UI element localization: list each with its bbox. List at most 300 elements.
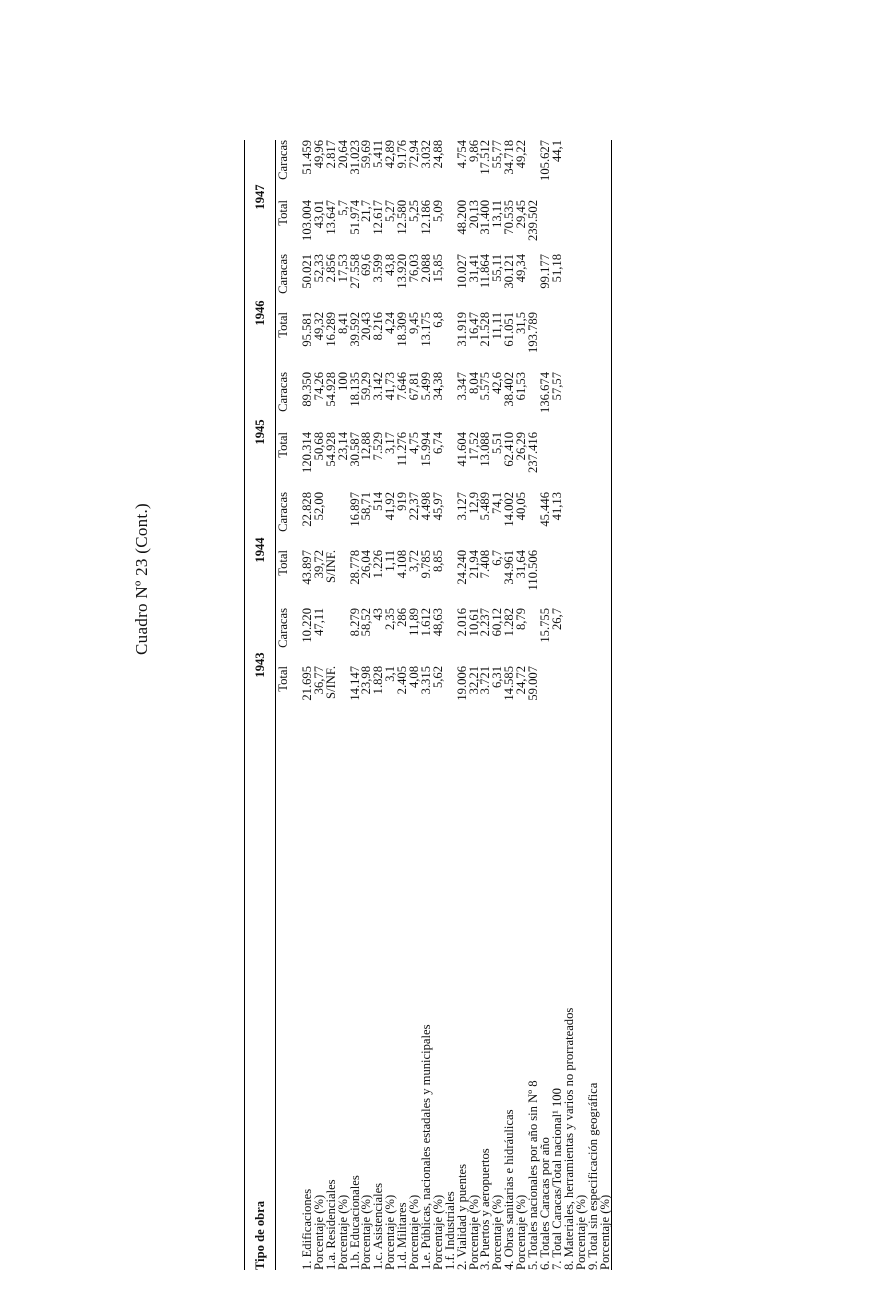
row-label: 1.e. Públicas, nacionales estadales y municipales (418, 1024, 433, 1270)
table-cell: 12,9 (466, 492, 481, 515)
table-cell (588, 200, 600, 254)
table-cell: 41,13 (549, 492, 564, 521)
table-cell (540, 666, 552, 722)
table-cell: 70.535 (502, 200, 517, 235)
table-cell: 60,12 (490, 608, 505, 637)
table-cell: 76,03 (407, 254, 422, 283)
row-label: 1.a. Residenciales (323, 1179, 338, 1270)
table-cell (564, 608, 576, 666)
table-cell: 1.282 (502, 608, 517, 637)
table-cell: 14.002 (502, 492, 517, 527)
table-row (326, 140, 338, 1270)
table-cell: 16,47 (466, 312, 481, 341)
table-cell: 3,72 (407, 550, 422, 573)
table-cell: 29,45 (514, 200, 529, 229)
table-cell: 4.108 (395, 550, 410, 579)
table-cell: S/INF. (323, 550, 338, 583)
row-label: 3. Puertos y aeropuertos (478, 1148, 493, 1270)
table-cell: 5,25 (407, 200, 422, 223)
table-cell: 15.755 (538, 608, 553, 643)
subheader-cell: Caracas (276, 372, 291, 412)
table-cell: 54.928 (323, 372, 338, 407)
table-cell: 13.920 (395, 254, 410, 289)
table-cell: 24.240 (454, 550, 469, 585)
table-cell: 61,53 (514, 372, 529, 401)
table-row (600, 140, 612, 1270)
table-cell: 38.402 (502, 372, 517, 407)
row-label: Porcentaje (%) (335, 1194, 350, 1270)
table-cell (576, 312, 588, 372)
table-row (492, 140, 504, 1270)
table-cell: 34.718 (502, 140, 517, 175)
table-cell (600, 550, 612, 608)
row-label: Porcentaje (%) (430, 1194, 445, 1270)
table-cell: 5,62 (430, 666, 445, 689)
table-cell: 10,61 (466, 608, 481, 637)
table-cell: 50,68 (311, 432, 326, 461)
table-row (469, 140, 481, 1270)
table-cell: 51.459 (299, 140, 314, 175)
table-cell (564, 372, 576, 432)
table-cell (576, 200, 588, 254)
table-cell (564, 666, 576, 722)
table-cell: 41,73 (383, 372, 398, 401)
table-cell: 12,88 (359, 432, 374, 461)
data-table (244, 140, 612, 1270)
table-cell: 5,09 (430, 200, 445, 223)
row-label: 1. Edificaciones (299, 1188, 314, 1270)
table-cell: 8.216 (371, 312, 386, 341)
table-cell: 11,89 (407, 608, 422, 636)
table-cell (540, 550, 552, 608)
table-cell: 9.785 (418, 550, 433, 579)
table-row (445, 140, 457, 1270)
table-cell (564, 432, 576, 492)
table-cell: 1.612 (418, 608, 433, 637)
year-header-1943: 1943 (247, 608, 276, 722)
table-cell: 5,51 (490, 432, 505, 455)
row-label: 6. Totales Caracas por año (538, 1137, 553, 1270)
table-cell: 59,29 (359, 372, 374, 401)
table-cell: 10.027 (454, 254, 469, 289)
table-cell: 7.529 (371, 432, 386, 461)
table-cell: 89.350 (299, 372, 314, 407)
table-cell: 5.499 (418, 372, 433, 401)
table-cell (576, 372, 588, 432)
table-cell (588, 372, 600, 432)
subheader-cell: Caracas (276, 254, 291, 294)
table-cell (326, 492, 338, 550)
table-cell: 95.581 (299, 312, 314, 347)
table-cell: 17,53 (335, 254, 350, 283)
table-cell: 193.789 (526, 312, 541, 353)
table-cell (600, 432, 612, 492)
table-cell: 69,6 (359, 254, 374, 277)
table-row (528, 140, 540, 1270)
row-label: Porcentaje (%) (311, 1194, 326, 1270)
table-cell: 72,94 (407, 140, 422, 169)
table-cell: 6,8 (430, 312, 445, 328)
table-cell: 15.994 (418, 432, 433, 467)
table-cell: 31.400 (478, 200, 493, 235)
table-cell: 11.864 (478, 254, 493, 289)
subheader-cell: Total (276, 200, 291, 226)
table-cell (588, 312, 600, 372)
table-cell: 4,24 (383, 312, 398, 335)
table-cell: 286 (395, 608, 410, 627)
table-cell: 2.016 (454, 608, 469, 637)
year-header-1947: 1947 (247, 140, 276, 254)
subheader-cell: Caracas (276, 492, 291, 532)
table-row (397, 140, 409, 1270)
table-cell: 6,74 (430, 432, 445, 455)
table-body (276, 140, 612, 1270)
table-cell: 26,7 (549, 608, 564, 631)
table-cell (600, 492, 612, 550)
table-cell: 21.528 (478, 312, 493, 347)
table-cell: 30.587 (347, 432, 362, 467)
table-cell: 15,85 (430, 254, 445, 283)
table-cell (552, 432, 564, 492)
table-cell: 3,1 (383, 666, 398, 682)
table-cell: 4,75 (407, 432, 422, 455)
table-cell: 4.498 (418, 492, 433, 521)
subheader-cell: Total (276, 666, 291, 692)
table-cell: 32,21 (466, 666, 481, 695)
table-cell: 24,88 (430, 140, 445, 169)
table-cell (588, 666, 600, 722)
table-cell: 22,37 (407, 492, 422, 521)
table-cell (600, 140, 612, 200)
table-cell (588, 550, 600, 608)
table-cell: 2.237 (478, 608, 493, 637)
table-cell: 105.627 (538, 140, 553, 181)
table-cell: 919 (395, 492, 410, 511)
table-cell: 21,7 (359, 200, 374, 223)
subheader-cell: Caracas (276, 608, 291, 648)
row-label: 4. Obras sanitarias e hidráulicas (502, 1109, 517, 1270)
table-cell (576, 492, 588, 550)
table-cell (600, 372, 612, 432)
table-cell: 16.897 (347, 492, 362, 527)
table-cell (576, 550, 588, 608)
table-cell (588, 608, 600, 666)
table-row (290, 140, 302, 1270)
table-cell: 55,11 (490, 254, 505, 282)
row-label: Porcentaje (%) (490, 1194, 505, 1270)
table-row (350, 140, 362, 1270)
table-cell (552, 200, 564, 254)
table-cell: 44,1 (549, 140, 564, 163)
row-label: 1.c. Asistenciales (371, 1182, 386, 1270)
table-cell: 19.006 (454, 666, 469, 701)
row-label: Porcentaje (%) (407, 1194, 422, 1270)
table-cell (600, 200, 612, 254)
table-cell (540, 432, 552, 492)
table-cell: 8,41 (335, 312, 350, 335)
table-cell: 7.408 (478, 550, 493, 579)
table-cell: 4.754 (454, 140, 469, 169)
table-cell: 103.004 (299, 200, 314, 241)
table-cell: 49,32 (311, 312, 326, 341)
table-cell (600, 312, 612, 372)
table-cell: 8,04 (466, 372, 481, 395)
table-cell: 59.007 (526, 666, 541, 701)
subheader-cell: Total (276, 312, 291, 338)
table-cell: 3.721 (478, 666, 493, 695)
table-cell: 52,00 (311, 492, 326, 521)
table-cell: 6,31 (490, 666, 505, 689)
table-cell: 51,18 (549, 254, 564, 283)
row-label: Porcentaje (%) (514, 1194, 529, 1270)
table-cell (588, 432, 600, 492)
table-cell: 9.176 (395, 140, 410, 169)
table-cell (564, 312, 576, 372)
table-cell: 100 (335, 372, 350, 391)
table-cell: 20,13 (466, 200, 481, 229)
table-cell: 30.121 (502, 254, 517, 289)
table-cell: 62.410 (502, 432, 517, 467)
table-cell: 48,63 (430, 608, 445, 637)
table-cell: 26,29 (514, 432, 529, 461)
rotated-table-container (244, 80, 871, 1270)
table-cell: 17,52 (466, 432, 481, 461)
table-cell: 47,11 (311, 608, 326, 636)
table-cell: 13.088 (478, 432, 493, 467)
table-cell: 8,79 (514, 608, 529, 631)
table-cell: 31.919 (454, 312, 469, 347)
table-cell: 43,01 (311, 200, 326, 229)
table-cell (600, 254, 612, 312)
table-row (457, 140, 469, 1270)
table-cell: 9,86 (466, 140, 481, 163)
table-cell: 20,64 (335, 140, 350, 169)
table-cell: 2,35 (383, 608, 398, 631)
table-cell: 48.200 (454, 200, 469, 235)
table-cell (576, 432, 588, 492)
table-cell (552, 550, 564, 608)
table-cell (552, 666, 564, 722)
table-cell: 23,14 (335, 432, 350, 461)
table-cell: 58,52 (359, 608, 374, 637)
table-cell: 3.127 (454, 492, 469, 521)
table-cell: 45.446 (538, 492, 553, 527)
table-cell: 74,26 (311, 372, 326, 401)
table-cell: 4,08 (407, 666, 422, 689)
table-cell: 18.135 (347, 372, 362, 407)
table-cell: S/INF. (323, 666, 338, 699)
table-cell: 17.512 (478, 140, 493, 175)
table-cell: 13.175 (418, 312, 433, 347)
table-row (302, 140, 314, 1270)
table-cell: 43.897 (299, 550, 314, 585)
table-cell: 7.646 (395, 372, 410, 401)
table-row (361, 140, 373, 1270)
table-cell: 27.558 (347, 254, 362, 289)
table-row (504, 140, 516, 1270)
row-label: Porcentaje (%) (383, 1194, 398, 1270)
table-cell: 5,7 (335, 200, 350, 216)
table-cell: 67,81 (407, 372, 422, 401)
table-row (314, 140, 326, 1270)
table-cell: 50.021 (299, 254, 314, 289)
table-cell: 3.347 (454, 372, 469, 401)
table-cell: 5,27 (383, 200, 398, 223)
table-cell: 57,57 (549, 372, 564, 401)
table-cell (576, 140, 588, 200)
table-cell (588, 254, 600, 312)
table-cell: 55,77 (490, 140, 505, 169)
table-cell: 3,17 (383, 432, 398, 455)
table-cell: 34.961 (502, 550, 517, 585)
table-cell (576, 608, 588, 666)
table-cell (326, 608, 338, 666)
table-cell: 58,71 (359, 492, 374, 521)
table-cell: 2.405 (395, 666, 410, 695)
table-cell: 8.279 (347, 608, 362, 637)
table-cell: 8,85 (430, 550, 445, 573)
table-cell: 12.580 (395, 200, 410, 235)
table-cell: 2.856 (323, 254, 338, 283)
table-cell: 1,11 (383, 550, 398, 572)
row-label: Porcentaje (%) (359, 1194, 374, 1270)
table-cell: 99.177 (538, 254, 553, 289)
table-cell: 49,22 (514, 140, 529, 169)
table-cell (564, 200, 576, 254)
table-cell (600, 666, 612, 722)
row-label: 1.f. Industriales (442, 1191, 457, 1270)
table-cell (588, 492, 600, 550)
row-label: Porcentaje (%) (600, 722, 612, 1270)
table-cell: 3.032 (418, 140, 433, 169)
table-cell: 10.220 (299, 608, 314, 643)
table-cell: 1.828 (371, 666, 386, 695)
year-header-1946: 1946 (247, 254, 276, 372)
table-cell: 11,11 (490, 312, 505, 340)
column-header-tipo-de-obra: Tipo de obra (253, 1200, 268, 1270)
year-header-1945: 1945 (247, 372, 276, 492)
table-row (588, 140, 600, 1270)
table-row (480, 140, 492, 1270)
table-cell: 22.828 (299, 492, 314, 527)
table-cell: 23,98 (359, 666, 374, 695)
table-cell: 28.778 (347, 550, 362, 585)
table-cell: 54.928 (323, 432, 338, 467)
table-cell: 49,34 (514, 254, 529, 283)
row-label: 5. Totales nacionales por año sin Nº 8 (526, 1080, 541, 1270)
table-cell: 59,69 (359, 140, 374, 169)
table-cell: 5.411 (371, 140, 386, 168)
table-cell: 2.817 (323, 140, 338, 169)
table-cell (588, 140, 600, 200)
table-cell: 237.416 (526, 432, 541, 473)
table-cell: 51.974 (347, 200, 362, 235)
table-cell: 43 (371, 608, 386, 621)
table-cell: 20,43 (359, 312, 374, 341)
table-cell: 16.289 (323, 312, 338, 347)
table-cell (540, 200, 552, 254)
table-cell: 514 (371, 492, 386, 511)
row-label: 7. Total Caracas/Total nacional¹ 100 (549, 1088, 564, 1270)
table-cell: 21.695 (299, 666, 314, 701)
table-cell: 31.023 (347, 140, 362, 175)
table-cell: 45,97 (430, 492, 445, 521)
table-cell: 1.226 (371, 550, 386, 579)
table-cell: 120.314 (299, 432, 314, 473)
table-cell: 2.088 (418, 254, 433, 283)
table-cell: 14.147 (347, 666, 362, 701)
table-cell: 14.585 (502, 666, 517, 701)
table-cell: 31,5 (514, 312, 529, 335)
table-cell: 31,41 (466, 254, 481, 283)
table-cell: 239.502 (526, 200, 541, 241)
subheader-row (276, 140, 290, 1270)
table-cell: 41.604 (454, 432, 469, 467)
table-cell: 3.599 (371, 254, 386, 283)
table-cell: 43,8 (383, 254, 398, 277)
table-cell (576, 254, 588, 312)
table-cell: 39,72 (311, 550, 326, 579)
row-label: 2. Vialidad y puentes (454, 1163, 469, 1270)
table-cell: 21,94 (466, 550, 481, 579)
table-cell: 41,92 (383, 492, 398, 521)
subheader-blank (276, 722, 290, 1270)
table-cell: 52,33 (311, 254, 326, 283)
table-row (433, 140, 445, 1270)
table-cell: 13.647 (323, 200, 338, 235)
table-cell (564, 550, 576, 608)
table-row (373, 140, 385, 1270)
table-cell: 49,96 (311, 140, 326, 169)
page-title: Cuadro Nº 23 (Cont.) (132, 503, 151, 655)
table-cell: 5.575 (478, 372, 493, 401)
table-cell (540, 312, 552, 372)
table-cell: 5.489 (478, 492, 493, 521)
table-cell: 61.051 (502, 312, 517, 347)
row-label: Porcentaje (%) (466, 1194, 481, 1270)
table-cell: 26,04 (359, 550, 374, 579)
row-label: 1.b. Educacionales (347, 1175, 362, 1270)
table-cell (564, 140, 576, 200)
table-cell: 9,45 (407, 312, 422, 335)
table-cell (576, 666, 588, 722)
table-cell: 42,6 (490, 372, 505, 395)
table-cell (564, 492, 576, 550)
row-label: Porcentaje (%) (573, 1194, 588, 1270)
table-cell: 36,77 (311, 666, 326, 695)
table-cell: 12.186 (418, 200, 433, 235)
year-header-1944: 1944 (247, 492, 276, 608)
table-cell: 31,64 (514, 550, 529, 579)
table-cell: 34,38 (430, 372, 445, 401)
subheader-cell: Total (276, 550, 291, 576)
subheader-cell: Total (276, 432, 291, 458)
table-cell: 18.309 (395, 312, 410, 347)
table-cell (600, 608, 612, 666)
row-label: 8. Materiales, herramientas y varios no prorrateados (561, 1007, 576, 1270)
row-label: 9. Total sin especificación geográfica (585, 1082, 600, 1270)
table-row (564, 140, 576, 1270)
table-cell: 40,05 (514, 492, 529, 521)
table-cell: 3.142 (371, 372, 386, 401)
table-cell: 11.276 (395, 432, 410, 467)
table-cell: 110.506 (526, 550, 541, 591)
table-row (385, 140, 397, 1270)
table-cell: 24,72 (514, 666, 529, 695)
row-label: 1.d. Militares (395, 1202, 410, 1270)
row-label (290, 722, 302, 1270)
table-row (421, 140, 433, 1270)
